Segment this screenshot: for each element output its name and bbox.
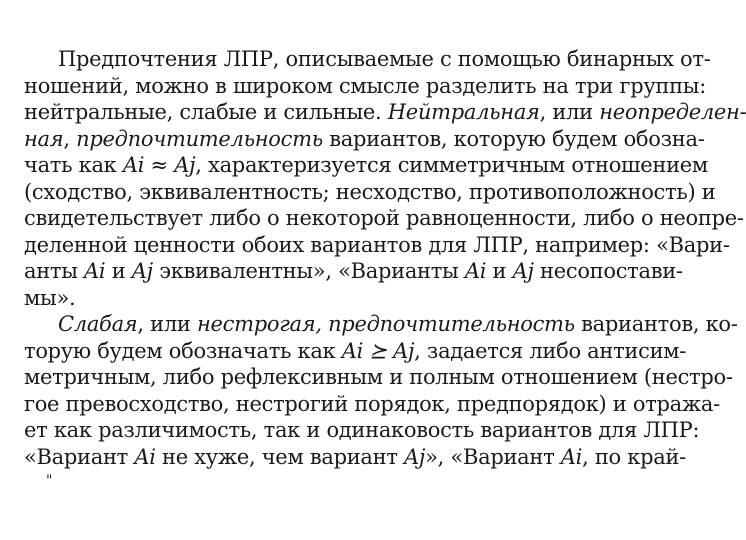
paragraph-1-line-1 (24, 46, 711, 73)
paragraph-1-line-7 (24, 205, 744, 232)
text-run: , по край- (582, 444, 686, 469)
text-run: деленной ценности обоих вариантов для ЛПР, например: «Вари- (24, 232, 730, 257)
math-formula: Ai ⪰ Aj (341, 338, 415, 363)
text-run: ношений, можно в широком смысле разделить на три группы: (24, 73, 706, 98)
paragraph-1-line-5 (24, 152, 708, 179)
paragraph-1-line-9 (24, 258, 708, 285)
text-run: и (105, 259, 132, 283)
text-run: мы». (24, 285, 76, 310)
paragraph-1-line-10 (24, 285, 708, 312)
text-run: , характеризуется симметричным отношением (195, 153, 708, 177)
paragraph-1-line-3 (24, 99, 746, 126)
text-run: торую будем обозначать как (24, 338, 342, 363)
paragraph-2-line-5 (24, 417, 708, 444)
text-run: , задается либо антисим- (414, 338, 687, 363)
text-run: несопостави- (533, 259, 683, 283)
math-symbol: Aj (512, 259, 534, 283)
paragraph-1-line-8 (24, 232, 730, 259)
paragraph-2-line-1 (24, 311, 738, 338)
italic-term: ная (24, 126, 64, 151)
text-run: , или (539, 100, 600, 124)
text-run: анты (24, 259, 85, 283)
math-formula: Ai ≈ Aj (122, 153, 196, 177)
text-run: нейтральные, слабые и сильные. (24, 100, 388, 124)
text-run: не хуже, чем вариант (155, 444, 405, 469)
italic-term: предпочтительность (76, 126, 323, 151)
text-run: , (63, 126, 77, 151)
math-symbol: Aj (404, 444, 426, 469)
text-run: », «Вариант (425, 444, 561, 469)
italic-term: Нейтральная (387, 100, 540, 124)
document-text (24, 46, 746, 470)
text-run: (сходство, эквивалентность; несходство, противоположность) и (24, 179, 716, 204)
text-run: вариантов, ко- (574, 312, 738, 336)
text-run: метричным, либо рефлексивным и полным отношением (нестро- (24, 365, 733, 389)
paragraph-2-line-2 (24, 338, 708, 365)
text-run: и (486, 259, 513, 283)
text-run: , или (137, 312, 197, 336)
text-run: свидетельствует либо о некоторой равноценности, либо о неопре- (24, 206, 744, 230)
math-symbol: Ai (134, 444, 156, 469)
text-run: эквивалентны», «Варианты (152, 259, 465, 283)
text-run: ет как различимость, так и одинаковость вариантов для ЛПР: (24, 418, 700, 442)
paragraph-2-line-4 (24, 391, 720, 418)
math-symbol: Ai (464, 259, 487, 283)
italic-term: неопределен- (599, 100, 746, 124)
math-symbol: Ai (84, 259, 106, 283)
continuation-mark: " (46, 473, 53, 489)
text-run: «Вариант (24, 444, 135, 469)
paragraph-2-line-6 (24, 444, 708, 471)
math-symbol: Ai (560, 444, 583, 469)
paragraph-1-line-6 (24, 179, 716, 206)
paragraph-1-line-2 (24, 73, 708, 100)
text-run: Предпочтения ЛПР, описываемые с помощью бинарных от- (58, 47, 711, 71)
paragraph-1-line-4 (24, 126, 708, 153)
italic-term: Слабая (58, 312, 138, 336)
paragraph-2-line-3 (24, 364, 733, 391)
text-run: чать как (24, 153, 123, 177)
text-run: вариантов, которую будем обозна- (322, 126, 705, 151)
math-symbol: Aj (131, 259, 153, 283)
text-run: гое превосходство, нестрогий порядок, предпорядок) и отража- (24, 391, 720, 416)
italic-term: нестрогая, предпочтительность (196, 312, 575, 336)
